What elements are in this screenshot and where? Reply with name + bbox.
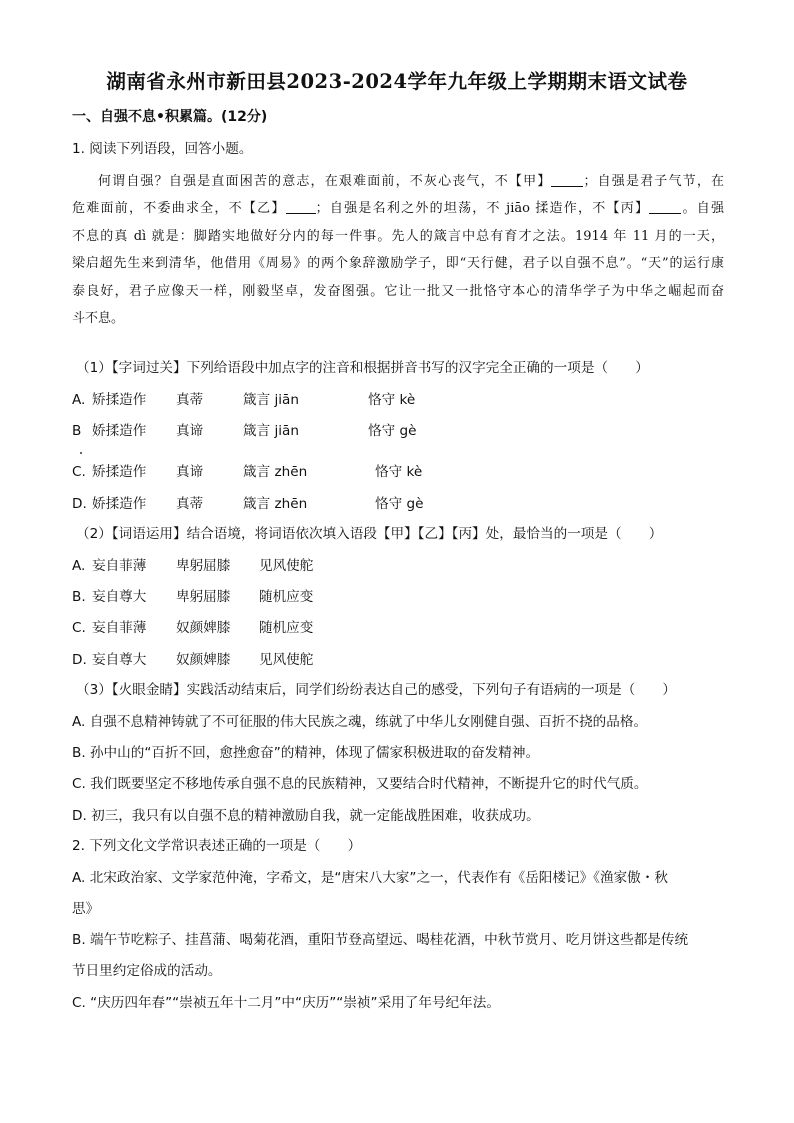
- exam-page: 湖南省永州市新田县2023-2024学年九年级上学期期末语文试卷 一、自强不息•积累篇。(12分) 1. 阅读下列语段，回答小题。 何谓自强？自强是直面困苦的意志，在艰难面前，不灰心丧气，不【甲】 ；自强是君子气节，在 危难面前，不委曲求全，不【乙】 ；自强是名利之外的坦荡，不 jiāo 揉造作，不【丙】 。自强 不息的真 dì 就是：脚踏实地做好分内的每一件事。先人的箴言中总有育才之法。1914 年 11 月的一天， 梁启超先生来到清华，他借用《周易》的两个象辞激励学子，即“天行健，君子以自强不息”。“天”的运行康 泰良好，君子应像天一样，刚毅坚卓，发奋图强。它让一批又一批恪守本心的清华学子为中华之崛起而奋 斗不息。 （1）【字词过关】下列给语段中加点字的注音和根据拼音书写的汉字完全正确的一项是（ ） A. 矫揉造作 真蒂 箴言 jiān 恪守 kè B 娇揉造作 真谛 箴言 jiān 恪守 gè C. 矫揉造作 真谛 箴言 zhēn 恪守 kè D. 娇揉造作 真蒂 箴言 zhēn 恪守 gè （2）【词语运用】结合语境，将词语依次填入语段【甲】【乙】【丙】处，最恰当的一项是（ ） A. 妄自菲薄 卑躬屈膝 见风使舵 B. 妄自尊大 卑躬屈膝 随机应变 C. 妄自菲薄 奴颜婢膝 随机应变 D. 妄自尊大 奴颜婢膝 见风使舵 （3）【火眼金睛】实践活动结束后，同学们纷纷表达自己的感受，下列句子有语病的一项是（ ） A. 自强不息精神铸就了不可征服的伟大民族之魂，练就了中华儿女刚健自强、百折不挠的品格。 B. 孙中山的“百折不回，愈挫愈奋”的精神，体现了儒家积极进取的奋发精神。 C. 我们既要坚定不移地传承自强不息的民族精神，又要结合时代精神，不断提升它的时代气质。 D. 初三，我只有以自强不息的精神激励自我，就一定能战胜困难，收获成功。 2. 下列文化文学常识表述正确的一项是（ ） A. 北宋政治家、文学家范仲淹，字希文，是“唐宋八大家”之一，代表作有《岳阳楼记》《渔家傲・秋 思》 B. 端午节吃粽子、挂菖蒲、喝菊花酒，重阳节登高望远、喝桂花酒，中秋节赏月、吃月饼这些都是传统 节日里约定俗成的活动。 C. “庆历四年春”“崇祯五年十二月”中“庆历”“崇祯”采用了年号纪年法。: [0, 0, 794, 1123]
- sub3-option-a[interactable]: A. 自强不息精神铸就了不可征服的伟大民族之魂，练就了中华儿女刚健自强、百折不挠的品格。: [72, 714, 648, 730]
- section-heading: 一、自强不息•积累篇。(12分): [72, 109, 268, 125]
- q2-option-a-cont: 思》: [72, 901, 100, 917]
- q2-option-b-cont: 节日里约定俗成的活动。: [72, 963, 222, 979]
- blank-yi: [286, 199, 316, 214]
- blank-jia: [551, 172, 583, 187]
- passage-line: 何谓自强？自强是直面困苦的意志，在艰难面前，不灰心丧气，不【甲】 ；自强是君子气节，在: [98, 174, 724, 189]
- stray-dot: [80, 452, 82, 454]
- question-1-stem: 1. 阅读下列语段，回答小题。: [72, 141, 253, 157]
- exam-title: 湖南省永州市新田县2023-2024学年九年级上学期期末语文试卷: [106, 70, 688, 93]
- subquestion-3-stem: （3）【火眼金睛】实践活动结束后，同学们纷纷表达自己的感受，下列句子有语病的一项是（ ）: [76, 682, 676, 698]
- passage-line: 斗不息。: [72, 310, 125, 326]
- q2-option-b[interactable]: B. 端午节吃粽子、挂菖蒲、喝菊花酒，重阳节登高望远、喝桂花酒，中秋节赏月、吃月饼这些都是传统: [72, 932, 689, 948]
- passage-line: 梁启超先生来到清华，他借用《周易》的两个象辞激励学子，即“天行健，君子以自强不息”。“天”的运行康: [72, 256, 724, 272]
- subquestion-2-stem: （2）【词语运用】结合语境，将词语依次填入语段【甲】【乙】【丙】处，最恰当的一项是（ ）: [76, 526, 663, 542]
- sub3-option-d[interactable]: D. 初三，我只有以自强不息的精神激励自我，就一定能战胜困难，收获成功。: [72, 808, 540, 824]
- passage-line: 泰良好，君子应像天一样，刚毅坚卓，发奋图强。它让一批又一批恪守本心的清华学子为中华之崛起而奋: [72, 283, 724, 299]
- sub3-option-c[interactable]: C. 我们既要坚定不移地传承自强不息的民族精神，又要结合时代精神，不断提升它的时代气质。: [72, 776, 648, 792]
- passage-line: 危难面前，不委曲求全，不【乙】 ；自强是名利之外的坦荡，不 jiāo 揉造作，不【丙】 。自强: [72, 201, 724, 217]
- question-2-stem: 2. 下列文化文学常识表述正确的一项是（ ）: [72, 838, 362, 854]
- q2-option-a[interactable]: A. 北宋政治家、文学家范仲淹，字希文，是“唐宋八大家”之一，代表作有《岳阳楼记》《渔家傲・秋: [72, 870, 668, 886]
- reading-passage: [72, 168, 724, 332]
- q2-option-c[interactable]: C. “庆历四年春”“崇祯五年十二月”中“庆历”“崇祯”采用了年号纪年法。: [72, 995, 500, 1011]
- sub3-option-b[interactable]: B. 孙中山的“百折不回，愈挫愈奋”的精神，体现了儒家积极进取的奋发精神。: [72, 745, 540, 761]
- subquestion-1-stem: （1）【字词过关】下列给语段中加点字的注音和根据拼音书写的汉字完全正确的一项是（ ）: [76, 360, 649, 376]
- passage-line: 不息的真 dì 就是：脚踏实地做好分内的每一件事。先人的箴言中总有育才之法。1914 年 11 月的一天，: [72, 228, 724, 244]
- blank-bing: [649, 199, 681, 214]
